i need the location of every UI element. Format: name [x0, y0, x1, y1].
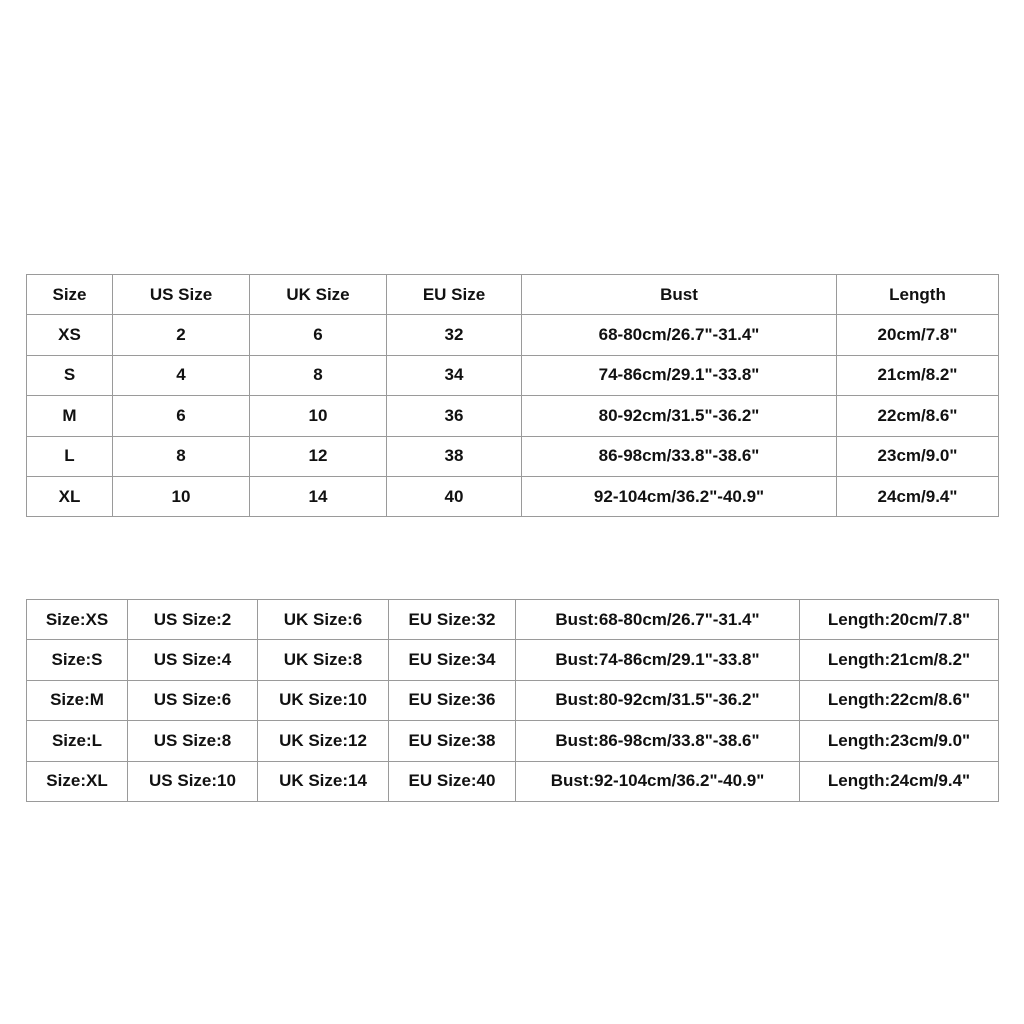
table-row: [27, 600, 999, 640]
cell-uk-size: UK Size:14: [258, 761, 389, 801]
size-chart-table: [26, 274, 999, 517]
cell-length: Length:24cm/9.4": [800, 761, 999, 801]
cell-length: Length:22cm/8.6": [800, 680, 999, 720]
cell-uk-size: 14: [250, 476, 387, 516]
cell-eu-size: 36: [387, 396, 522, 436]
cell-size: Size:XS: [27, 600, 128, 640]
header-us-size: US Size: [113, 275, 250, 315]
cell-bust: 74-86cm/29.1"-33.8": [522, 355, 837, 395]
cell-uk-size: 8: [250, 355, 387, 395]
cell-us-size: US Size:8: [128, 721, 258, 761]
cell-size: Size:M: [27, 680, 128, 720]
cell-length: 22cm/8.6": [837, 396, 999, 436]
header-uk-size: UK Size: [250, 275, 387, 315]
table-header-row: [27, 275, 999, 315]
cell-size: XS: [27, 315, 113, 355]
table-row: [27, 761, 999, 801]
cell-size: XL: [27, 476, 113, 516]
cell-bust: Bust:86-98cm/33.8"-38.6": [516, 721, 800, 761]
table-row: [27, 355, 999, 395]
cell-us-size: 4: [113, 355, 250, 395]
cell-eu-size: EU Size:34: [389, 640, 516, 680]
header-length: Length: [837, 275, 999, 315]
cell-bust: 86-98cm/33.8"-38.6": [522, 436, 837, 476]
cell-uk-size: 10: [250, 396, 387, 436]
table-row: [27, 396, 999, 436]
cell-uk-size: 6: [250, 315, 387, 355]
cell-us-size: US Size:4: [128, 640, 258, 680]
cell-us-size: 8: [113, 436, 250, 476]
table-row: [27, 680, 999, 720]
cell-eu-size: EU Size:38: [389, 721, 516, 761]
cell-us-size: 6: [113, 396, 250, 436]
cell-length: 20cm/7.8": [837, 315, 999, 355]
cell-uk-size: UK Size:12: [258, 721, 389, 761]
cell-length: 23cm/9.0": [837, 436, 999, 476]
cell-eu-size: 40: [387, 476, 522, 516]
cell-eu-size: 38: [387, 436, 522, 476]
cell-eu-size: 34: [387, 355, 522, 395]
cell-length: Length:23cm/9.0": [800, 721, 999, 761]
table-row: [27, 436, 999, 476]
cell-eu-size: EU Size:40: [389, 761, 516, 801]
labeled-size-chart-table: [26, 599, 999, 802]
cell-bust: 92-104cm/36.2"-40.9": [522, 476, 837, 516]
cell-length: 21cm/8.2": [837, 355, 999, 395]
cell-size: Size:S: [27, 640, 128, 680]
cell-size: Size:L: [27, 721, 128, 761]
cell-length: Length:20cm/7.8": [800, 600, 999, 640]
cell-us-size: US Size:10: [128, 761, 258, 801]
cell-bust: Bust:68-80cm/26.7"-31.4": [516, 600, 800, 640]
table-row: [27, 721, 999, 761]
table-row: [27, 476, 999, 516]
header-bust: Bust: [522, 275, 837, 315]
cell-bust: 80-92cm/31.5"-36.2": [522, 396, 837, 436]
cell-size: M: [27, 396, 113, 436]
header-eu-size: EU Size: [387, 275, 522, 315]
cell-size: S: [27, 355, 113, 395]
cell-us-size: US Size:6: [128, 680, 258, 720]
cell-uk-size: UK Size:8: [258, 640, 389, 680]
cell-size: L: [27, 436, 113, 476]
table-row: [27, 640, 999, 680]
cell-bust: Bust:80-92cm/31.5"-36.2": [516, 680, 800, 720]
cell-eu-size: EU Size:32: [389, 600, 516, 640]
table-row: [27, 315, 999, 355]
cell-us-size: 2: [113, 315, 250, 355]
cell-length: Length:21cm/8.2": [800, 640, 999, 680]
cell-us-size: 10: [113, 476, 250, 516]
cell-size: Size:XL: [27, 761, 128, 801]
cell-length: 24cm/9.4": [837, 476, 999, 516]
cell-bust: Bust:74-86cm/29.1"-33.8": [516, 640, 800, 680]
cell-uk-size: 12: [250, 436, 387, 476]
cell-us-size: US Size:2: [128, 600, 258, 640]
cell-uk-size: UK Size:10: [258, 680, 389, 720]
cell-bust: Bust:92-104cm/36.2"-40.9": [516, 761, 800, 801]
header-size: Size: [27, 275, 113, 315]
cell-bust: 68-80cm/26.7"-31.4": [522, 315, 837, 355]
cell-uk-size: UK Size:6: [258, 600, 389, 640]
cell-eu-size: 32: [387, 315, 522, 355]
cell-eu-size: EU Size:36: [389, 680, 516, 720]
